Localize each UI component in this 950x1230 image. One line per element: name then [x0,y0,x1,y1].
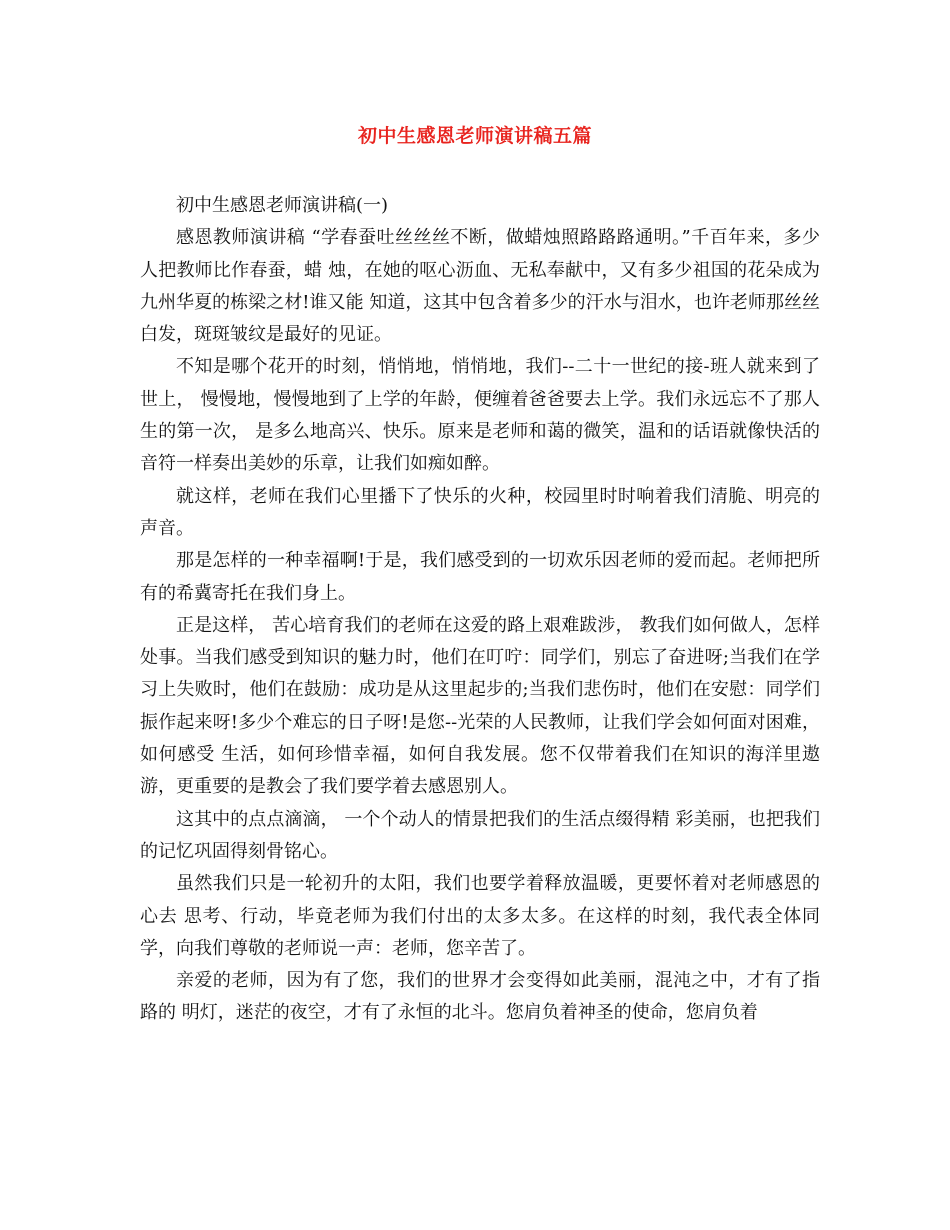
paragraph: 正是这样， 苦心培育我们的老师在这爱的路上艰难跋涉， 教我们如何做人，怎样处事。当我们感受到知识的魅力时，他们在叮咛：同学们，别忘了奋进呀;当我们在学 习上失败时，他们在鼓励：成功是从这里起步的;当我们悲伤时，他们在安慰：同学们振作起来呀!多少个难忘的日子呀!是您--光荣的人民教师，让我们学会如何面对困难，如何感受 生活，如何珍惜幸福，如何自我发展。您不仅带着我们在知识的海洋里遨游，更重要的是教会了我们要学着去感恩别人。 [140,614,820,798]
document-body [140,190,820,1030]
paragraph: 就这样，老师在我们心里播下了快乐的火种，校园里时时响着我们清脆、明亮的声音。 [140,485,820,539]
paragraph: 感恩教师演讲稿 “学春蚕吐丝丝丝不断，做蜡烛照路路路通明。”千百年来，多少人把教师比作春蚕，蜡 烛，在她的呕心沥血、无私奉献中，又有多少祖国的花朵成为九州华夏的栋梁之材!谁又能 知道，这其中包含着多少的汗水与泪水，也许老师那丝丝白发，斑斑皱纹是最好的见证。 [140,227,820,346]
paragraph: 不知是哪个花开的时刻，悄悄地，悄悄地，我们--二十一世纪的接-班人就来到了世上， 慢慢地，慢慢地到了上学的年龄，便缠着爸爸要去上学。我们永远忘不了那人生的第一次， 是多么地高兴、快乐。原来是老师和蔼的微笑，温和的话语就像快活的音符一样奏出美妙的乐章，让我们如痴如醉。 [140,356,820,475]
paragraph: 这其中的点点滴滴， 一个个动人的情景把我们的生活点缀得精 彩美丽，也把我们的记忆巩固得刻骨铭心。 [140,808,820,862]
paragraph: 那是怎样的一种幸福啊!于是，我们感受到的一切欢乐因老师的爱而起。老师把所有的希冀寄托在我们身上。 [140,550,820,604]
paragraph-subtitle: 初中生感恩老师演讲稿(一) [176,195,389,216]
paragraph: 虽然我们只是一轮初升的太阳，我们也要学着释放温暖，更要怀着对老师感恩的心去 思考、行动，毕竟老师为我们付出的太多太多。在这样的时刻，我代表全体同学，向我们尊敬的老师说一声：老师，您辛苦了。 [140,873,820,959]
document-title: 初中生感恩老师演讲稿五篇 [357,125,592,147]
paragraph: 亲爱的老师，因为有了您，我们的世界才会变得如此美丽，混沌之中，才有了指路的 明灯，迷茫的夜空，才有了永恒的北斗。您肩负着神圣的使命，您肩负着 [140,970,820,1024]
